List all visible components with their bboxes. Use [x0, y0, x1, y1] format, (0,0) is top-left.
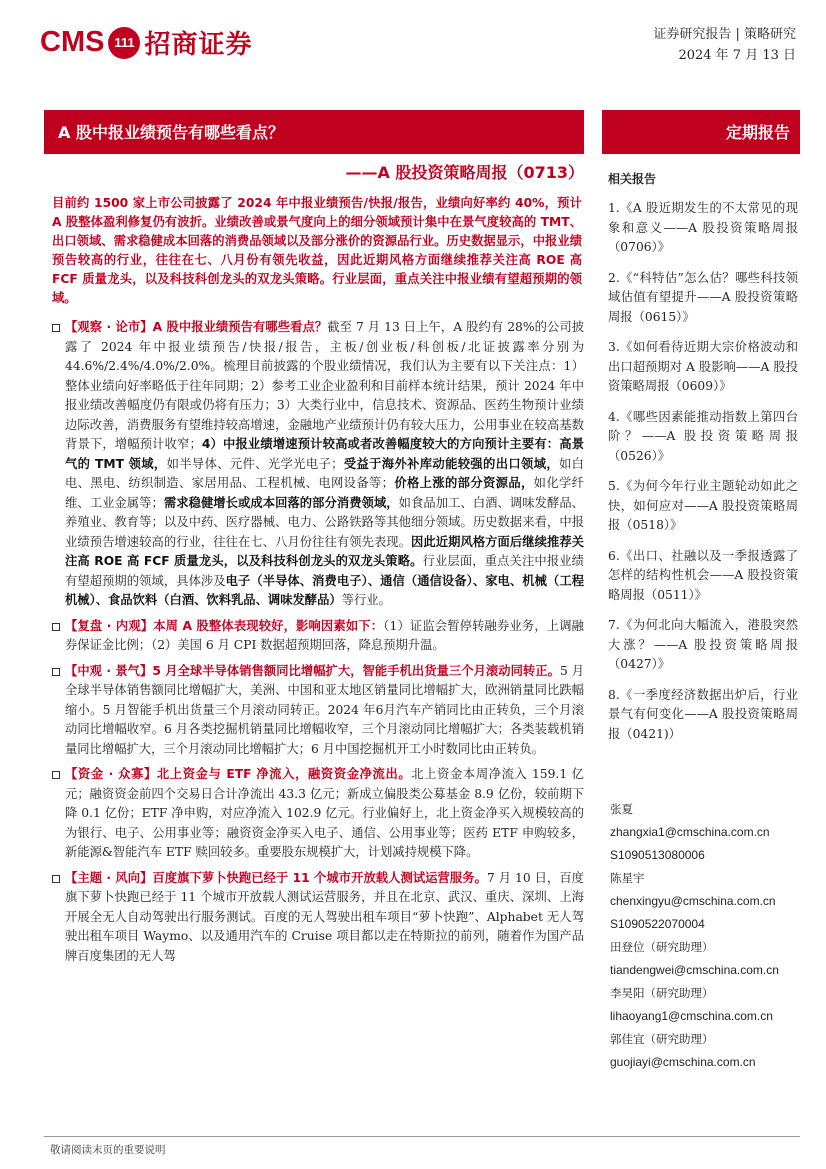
related-report-item[interactable]: 4.《哪些因素能推动指数上第四台阶？——A 股投资策略周报（0526）》	[608, 409, 798, 463]
section-bold-text: 因此近期风格方面后继续推荐关注高 ROE 高 FCF 质量龙头，以及科技科创龙头的双龙头策略。	[65, 534, 584, 568]
section-text: 如食品加工、白酒、调味发酵品、养殖业、教育等；以及中药、医疗器械、电力、公路铁路等其他细分领域。历史数据来看，中报业绩预告增速较高的行业，往往在七、八月份往往有领先表现。	[65, 495, 584, 549]
summary-paragraph: 目前约 1500 家上市公司披露了 2024 年中报业绩预告/快报/报告，业绩向好率约 40%，预计 A 股整体盈利修复仍有波折。业绩改善或景气度向上的细分领域预计集中在景气度较高的 TMT、出口领域、需求稳健成本回落的消费品领域以及部分涨价的资源品行业。历史数据显示，中报业绩预告较高的行业，往往在七、八月份有领先收益，因此近期风格方面继续推荐关注高 ROE 高 FCF 质量龙头，以及科技科创龙头的双龙头策略。行业层面，重点关注中报业绩有望超预期的领域。	[52, 196, 582, 305]
section-heading: 【复盘 · 内观】本周 A 股整体表现较好，影响因素如下：	[65, 618, 384, 633]
section-funds	[52, 765, 584, 863]
square-bullet-icon	[52, 324, 60, 332]
analyst-email[interactable]: chenxingyu@cmschina.com.cn	[610, 894, 776, 908]
section-heading: 【观察 · 论市】A 股中报业绩预告有哪些看点？	[65, 320, 328, 334]
square-bullet-icon	[52, 668, 60, 676]
section-bold-text: 价格上涨的部分资源品，	[393, 476, 534, 490]
square-bullet-icon	[52, 875, 60, 883]
section-text: 7 月 10 日，百度旗下萝卜快跑已经于 11 个城市开放载人测试运营服务，并且在北京、武汉、重庆、深圳、上海开展全无人自动驾驶出行服务测试。百度的无人驾驶出租车项目“萝卜快跑”、Alphabet 无人驾驶出租车项目 Waymo、以及通用汽车的 Cruise 项目都以走在特斯拉的前列，随着作为国产品牌百度集团的无人驾	[65, 870, 584, 963]
report-subtitle: ——A 股投资策略周报（0713）	[345, 163, 584, 182]
analyst-email[interactable]: guojiayi@cmschina.com.cn	[610, 1055, 756, 1069]
report-title: A 股中报业绩预告有哪些看点？	[58, 123, 284, 142]
section-bold-text: 需求稳健增长或成本回落的部分消费领域，	[163, 495, 399, 510]
section-text: 等行业。	[341, 593, 391, 607]
related-reports	[608, 170, 798, 755]
section-text: 如化学纤维、工业金属等；	[65, 476, 584, 510]
square-bullet-icon	[52, 623, 60, 631]
related-reports-title: 相关报告	[608, 172, 657, 186]
report-type: 定期报告	[725, 123, 790, 142]
related-report-item[interactable]: 2.《“科特估”怎么估？哪些科技领域估值有望提升——A 股投资策略周报（0615）》	[608, 270, 798, 324]
analyst-name: 张夏	[610, 802, 633, 816]
section-bold-text: 电子（半导体、消费电子）、通信（通信设备）、家电、机械（工程机械）、食品饮料（白酒、饮料乳品、调味发酵品）	[65, 573, 584, 607]
analyst-email[interactable]: lihaoyang1@cmschina.com.cn	[610, 1009, 773, 1023]
section-text: 5 月全球半导体销售额同比增幅扩大，美洲、中国和亚太地区销量同比增幅扩大，欧洲销量同比跌幅缩小。5 月智能手机出货量三个月滚动同转正。2024 年6月汽车产销同比由正转负，三个月滚动同比增幅收窄。6 月各类挖掘机销量同比增幅收窄，三个月滚动同比增幅扩大；各类装载机销量同比增幅扩大，三个月滚动同比增幅扩大；6 月中国挖掘机开工小时数同比由正转负。	[65, 663, 585, 756]
analyst-name: 田登位（研究助理）	[610, 940, 714, 954]
footer-disclaimer: 敬请阅读末页的重要说明	[50, 1144, 166, 1156]
section-bold-text: 受益于海外补库动能较强的出口领域，	[343, 456, 560, 471]
analyst-name: 李昊阳（研究助理）	[610, 986, 714, 1000]
related-report-item[interactable]: 6.《出口、社融以及一季报透露了怎样的结构性机会——A 股投资策略周报（0511）》	[608, 548, 798, 602]
section-heading: 【主题 · 风向】百度旗下萝卜快跑已经于 11 个城市开放载人测试运营服务。	[65, 870, 487, 885]
related-report-item[interactable]: 1.《A 股近期发生的不太常见的现象和意义——A 股投资策略周报（0706）》	[608, 201, 798, 254]
related-report-item[interactable]: 7.《为何北向大幅流入，港股突然大涨？——A 股投资策略周报（0427）》	[608, 618, 798, 671]
analyst-cert: S1090522070004	[610, 917, 705, 931]
report-title-bar	[44, 110, 584, 154]
section-review	[52, 617, 584, 656]
header-meta	[653, 24, 796, 66]
section-text: 北上资金本周净流入 159.1 亿元；融资资金前四个交易日合计净流出 43.3 亿元；新成立偏股类公募基金 8.9 亿份，较前期下降 0.1 亿份；ETF 净申购，对应净流入 102.9 亿元。行业偏好上，北上资金净买入规模较高的为银行、电子、公用事业等；融资资金净买入电子、通信、公用事业等；医药 ETF 申购较多，新能源&智能汽车 ETF 赎回较多。重要股东规模扩大，计划减持规模下降。	[65, 767, 584, 859]
section-theme	[52, 869, 584, 967]
logo-cms-text: CMS	[40, 26, 105, 58]
footer-divider	[44, 1136, 800, 1137]
analyst-name: 陈星宇	[610, 871, 645, 885]
brand-logo	[40, 24, 252, 61]
report-type-bar	[602, 110, 800, 154]
section-text: 如半导体、元件、光学光电子；	[166, 456, 344, 471]
analyst-email[interactable]: tiandengwei@cmschina.com.cn	[610, 963, 779, 977]
section-text: （1）证监会暂停转融券业务，上调融券保证金比例；（2）美国 6 月 CPI 数据超预期回落，降息预期升温。	[65, 618, 584, 652]
report-date: 2024 年 7 月 13 日	[678, 48, 796, 63]
related-report-item[interactable]: 5.《为何今年行业主题轮动如此之快，如何应对——A 股投资策略周报（0518）》	[608, 479, 798, 532]
analyst-cert: S1090513080006	[610, 848, 705, 862]
section-observation	[52, 318, 584, 611]
logo-emblem-icon: 111	[108, 27, 140, 59]
square-bullet-icon	[52, 771, 60, 779]
analyst-list	[610, 798, 800, 1074]
analyst-name: 郭佳宜（研究助理）	[610, 1032, 714, 1046]
report-category: 证券研究报告 | 策略研究	[653, 27, 796, 42]
section-heading: 【资金 · 众寡】北上资金与 ETF 净流入，融资资金净流出。	[65, 767, 412, 781]
section-heading: 【中观 · 景气】5 月全球半导体销售额同比增幅扩大，智能手机出货量三个月滚动同转正。	[65, 663, 560, 678]
related-report-item[interactable]: 3.《如何看待近期大宗价格波动和出口超预期对 A 股影响——A 股投资策略周报（0609）》	[608, 340, 798, 393]
section-text: 行业层面，重点关注中报业绩有望超预期的领域，具体涉及	[65, 554, 584, 588]
section-text: 如白电、黑电、纺织制造、家居用品、工程机械、电网设备等；	[65, 456, 584, 490]
related-report-item[interactable]: 8.《一季度经济数据出炉后，行业景气有何变化——A 股投资策略周报（0421)）	[608, 687, 798, 741]
section-bold-text: 4）中报业绩增速预计较高或者改善幅度较大的方向预计主要有：高景气的 TMT 领域，	[65, 437, 584, 471]
analyst-email[interactable]: zhangxia1@cmschina.com.cn	[610, 825, 770, 839]
section-industry	[52, 662, 584, 760]
section-text: 截至 7 月 13 日上午，A 股约有 28%的公司披露了 2024 年中报业绩预告/快报/报告，主板/创业板/科创板/北证披露率分别为 44.6%/2.4%/4.0%/2.0%。梳理目前披露的个股业绩情况，我们认为主要有以下关注点：1）整体业绩向好率略低于往年同期；2）参考工业企业盈利和目前样本统计结果，预计 2024 年中报业绩改善幅度仍有限或仍将有压力；3）大类行业中，信息技术、资源品、医药生物预计业绩边际改善，消费服务有望维持较高增速，金融地产业绩预计仍有较大压力，公用事业在较高基数背景下，增幅预计收窄；	[65, 320, 584, 451]
logo-company-name: 招商证券	[144, 30, 253, 60]
main-body	[52, 318, 584, 972]
